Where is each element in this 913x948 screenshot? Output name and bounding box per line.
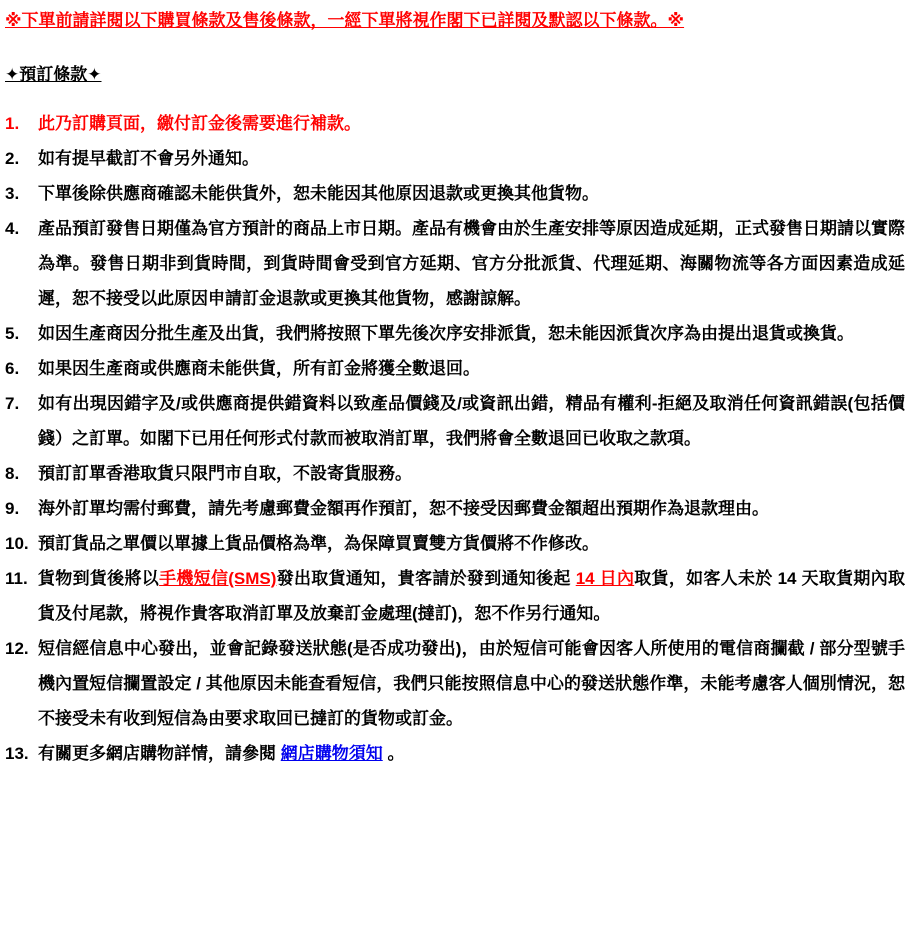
term-text (38, 526, 905, 561)
term-number: 2. (5, 149, 20, 168)
term-segment: 如因生產商因分批生產及出貨，我們將按照下單先後次序安排派貨，恕未能因派貨次序為由提出退貨或換貨。 (38, 324, 854, 343)
term-text (38, 211, 905, 316)
term-segment: 預訂訂單香港取貨只限門市自取，不設寄貨服務。 (38, 464, 412, 483)
term-number: 13. (5, 744, 29, 763)
page-title: ※下單前請詳閱以下購買條款及售後條款，一經下單將視作閣下已詳閱及默認以下條款。※ (5, 11, 685, 30)
term-segment: 發出取貨通知，貴客請於發到通知後起 (276, 569, 576, 588)
term-item (5, 106, 905, 141)
term-segment: 海外訂單均需付郵費，請先考慮郵費金額再作預訂，恕不接受因郵費金額超出預期作為退款理由。 (38, 499, 769, 518)
term-text (38, 456, 905, 491)
term-segment: 短信經信息中心發出，並會記錄發送狀態(是否成功發出)，由於短信可能會因客人所使用的電信商攔截 / 部分型號手機內置短信攔置設定 / 其他原因未能查看短信，我們只能按照信息中心的發送狀態作準，未能考慮客人個別情況，恕不接受未有收到短信為由要求取回已撻訂的貨物或訂金。 (38, 639, 905, 728)
term-text (38, 106, 905, 141)
term-item (5, 316, 905, 351)
term-text (38, 141, 905, 176)
term-number: 7. (5, 394, 20, 413)
term-segment: 手機短信(SMS) (159, 569, 277, 588)
term-text (38, 351, 905, 386)
term-item (5, 141, 905, 176)
term-item (5, 456, 905, 491)
term-number: 9. (5, 499, 20, 518)
term-text (38, 736, 905, 771)
term-number: 11. (5, 569, 28, 588)
term-segment: 此乃訂購頁面，繳付訂金後需要進行補款。 (38, 114, 361, 133)
term-text (38, 386, 905, 456)
term-number: 8. (5, 464, 20, 483)
term-text (38, 491, 905, 526)
term-segment: 產品預訂發售日期僅為官方預計的商品上市日期。產品有機會由於生產安排等原因造成延期，正式發售日期請以實際為準。發售日期非到貨時間，到貨時間會受到官方延期、官方分批派貨、代理延期、海關物流等各方面因素造成延遲，恕不接受以此原因申請訂金退款或更換其他貨物，感謝諒解。 (38, 219, 905, 308)
store-shopping-guide-link[interactable]: 網店購物須知 (280, 744, 383, 763)
term-number: 6. (5, 359, 20, 378)
term-segment: 如有出現因錯字及/或供應商提供錯資料以致產品價錢及/或資訊出錯，精品有權利-拒絕及取消任何資訊錯誤(包括價錢）之訂單。如閣下已用任何形式付款而被取消訂單，我們將會全數退回已收取之款項。 (38, 394, 905, 448)
term-text (38, 631, 905, 736)
term-number: 4. (5, 219, 20, 238)
term-text (38, 561, 905, 631)
term-number: 10. (5, 534, 29, 553)
term-segment: 14 日內 (575, 569, 635, 588)
term-item (5, 736, 905, 771)
term-item (5, 351, 905, 386)
term-item (5, 561, 905, 631)
term-item (5, 386, 905, 456)
term-segment: 貨物到貨後將以 (38, 569, 160, 588)
term-segment: 預訂貨品之單價以單據上貨品價格為準，為保障買賣雙方貨價將不作修改。 (38, 534, 599, 553)
term-segment: 下單後除供應商確認未能供貨外，恕未能因其他原因退款或更換其他貨物。 (38, 184, 599, 203)
term-number: 5. (5, 324, 20, 343)
term-segment: 如有提早截訂不會另外通知。 (38, 149, 259, 168)
term-item (5, 176, 905, 211)
term-item (5, 491, 905, 526)
term-segment: 。 (382, 744, 405, 763)
term-number: 3. (5, 184, 20, 203)
term-number: 1. (5, 114, 20, 133)
term-item (5, 631, 905, 736)
term-text (38, 316, 905, 351)
terms-list (5, 106, 905, 771)
term-item (5, 211, 905, 316)
section-title: ✦預訂條款✦ (5, 65, 102, 84)
term-item (5, 526, 905, 561)
term-segment: 如果因生產商或供應商未能供貨，所有訂金將獲全數退回。 (38, 359, 480, 378)
term-text (38, 176, 905, 211)
term-number: 12. (5, 639, 29, 658)
term-segment: 取貨，如客人未於 14 天取貨期內取貨及付尾款，將視作貴客取消訂單及放棄訂金處理(撻訂)，恕不作另行通知。 (38, 569, 905, 623)
term-segment: 有關更多網店購物詳情，請參閱 (38, 744, 281, 763)
